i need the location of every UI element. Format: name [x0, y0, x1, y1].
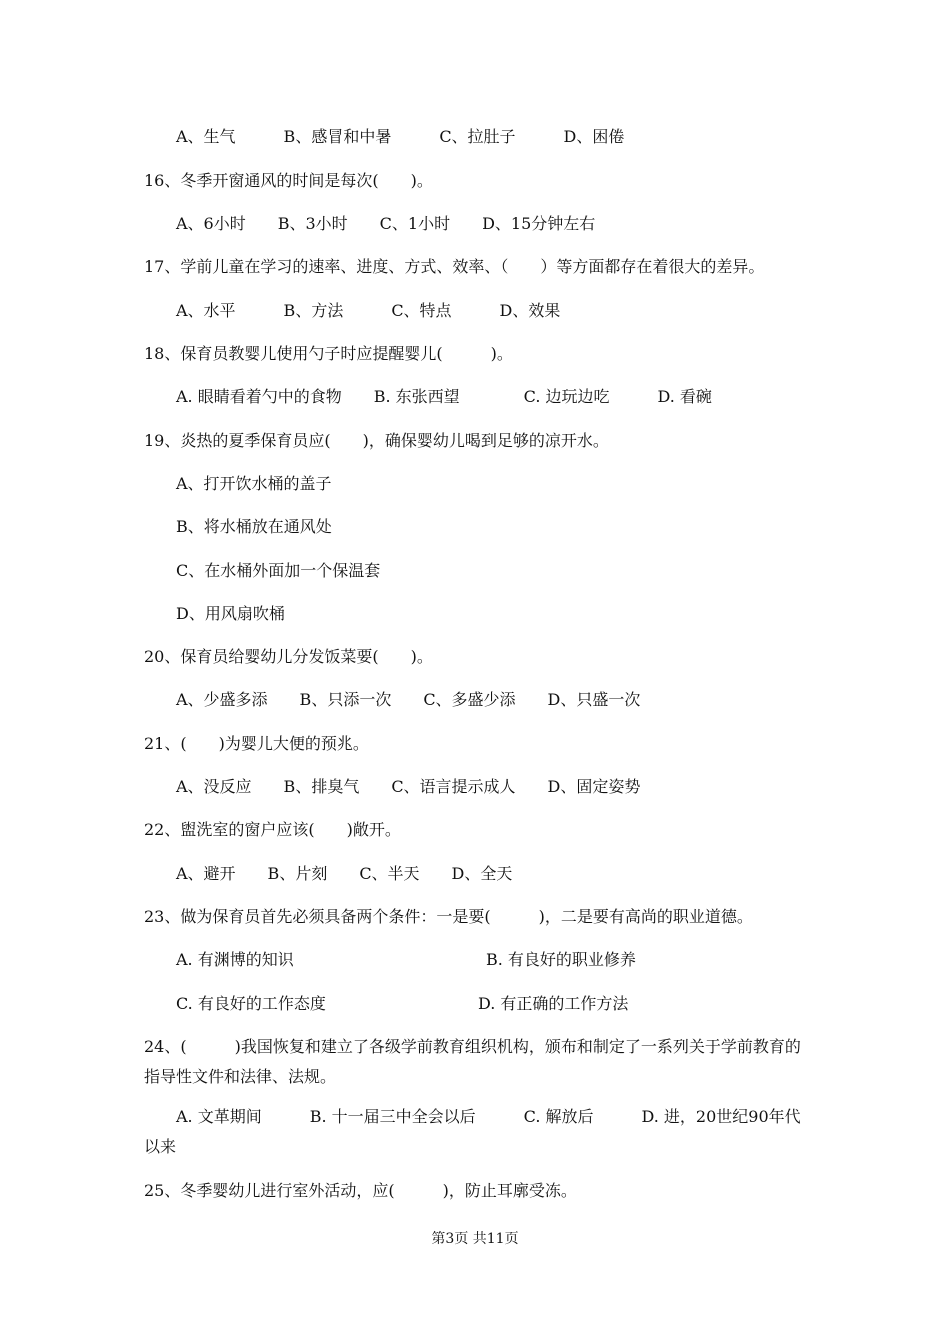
q21-options: A、没反应 B、排臭气 C、语言提示成人 D、固定姿势	[176, 777, 641, 796]
question-16: 16、冬季开窗通风的时间是每次( )。	[144, 171, 433, 190]
question-19: 19、炎热的夏季保育员应( )，确保婴幼儿喝到足够的凉开水。	[144, 431, 609, 450]
q20-options: A、少盛多添 B、只添一次 C、多盛少添 D、只盛一次	[176, 690, 641, 709]
q19-option-c: C、在水桶外面加一个保温套	[176, 561, 381, 580]
q23-option-d: D. 有正确的工作方法	[478, 994, 629, 1013]
q19-option-d: D、用风扇吹桶	[176, 604, 285, 623]
question-18: 18、保育员教婴儿使用勺子时应提醒婴儿( )。	[144, 344, 513, 363]
question-21: 21、( )为婴儿大便的预兆。	[144, 734, 369, 753]
q19-option-a: A、打开饮水桶的盖子	[176, 474, 332, 493]
q19-option-b: B、将水桶放在通风处	[176, 517, 332, 536]
q17-options: A、水平 B、方法 C、特点 D、效果	[176, 301, 561, 320]
q15-options: A、生气 B、感冒和中暑 C、拉肚子 D、困倦	[176, 127, 625, 146]
question-22: 22、盥洗室的窗户应该( )敞开。	[144, 820, 401, 839]
page-number-footer: 第3页 共11页	[431, 1231, 519, 1247]
q22-options: A、避开 B、片刻 C、半天 D、全天	[176, 864, 513, 883]
q23-option-b: B. 有良好的职业修养	[486, 950, 636, 969]
q24-options: A. 文革期间 B. 十一届三中全会以后 C. 解放后 D. 进，20世纪90年代以来	[144, 1107, 801, 1156]
question-25: 25、冬季婴幼儿进行室外活动，应( )，防止耳廓受冻。	[144, 1181, 577, 1200]
question-17: 17、学前儿童在学习的速率、进度、方式、效率、（ ）等方面都存在着很大的差异。	[144, 257, 765, 276]
question-20: 20、保育员给婴幼儿分发饭菜要( )。	[144, 647, 433, 666]
q23-option-c: C. 有良好的工作态度	[176, 994, 326, 1013]
question-24: 24、( )我国恢复和建立了各级学前教育组织机构，颁布和制定了一系列关于学前教育的指导性文件和法律、法规。	[144, 1037, 801, 1086]
question-23: 23、做为保育员首先必须具备两个条件：一是要( )，二是要有高尚的职业道德。	[144, 907, 753, 926]
q23-option-a: A. 有渊博的知识	[176, 950, 294, 969]
q18-options: A. 眼睛看着勺中的食物 B. 东张西望 C. 边玩边吃 D. 看碗	[176, 387, 712, 406]
q16-options: A、6小时 B、3小时 C、1小时 D、15分钟左右	[176, 214, 596, 233]
